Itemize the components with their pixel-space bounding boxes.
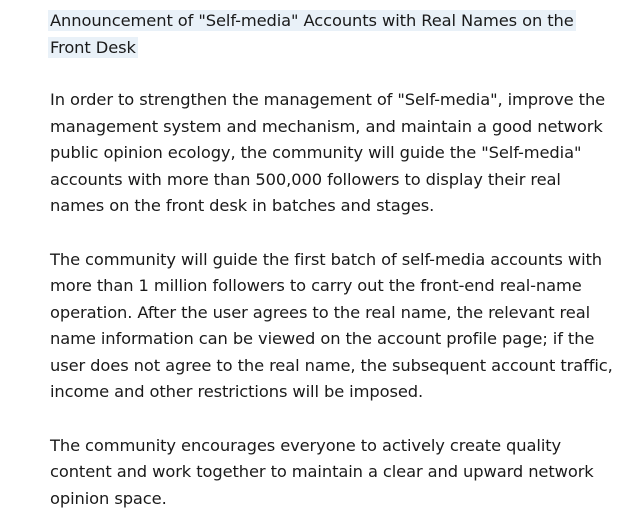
announcement-document <box>50 8 618 512</box>
announcement-title: Announcement of "Self-media" Accounts with Real Names on the Front Desk <box>50 11 574 57</box>
paragraph-3: The community encourages everyone to actively create quality content and work together to maintain a clear and upward network opinion space. <box>50 435 594 508</box>
paragraph-2: The community will guide the first batch of self-media accounts with more than 1 million followers to carry out the front-end real-name operation. After the user agrees to the real name, the relevant real name information can be viewed on the account profile page; if the user does not agree to the real name, the subsequent account traffic, income and other restrictions will be imposed. <box>50 249 613 401</box>
paragraph-1: In order to strengthen the management of "Self-media", improve the management system and mechanism, and maintain a good network public opinion ecology, the community will guide the "Self-media" accounts with more than 500,000 followers to display their real names on the front desk in batches and stages. <box>50 90 606 215</box>
announcement-title-block <box>50 8 618 61</box>
